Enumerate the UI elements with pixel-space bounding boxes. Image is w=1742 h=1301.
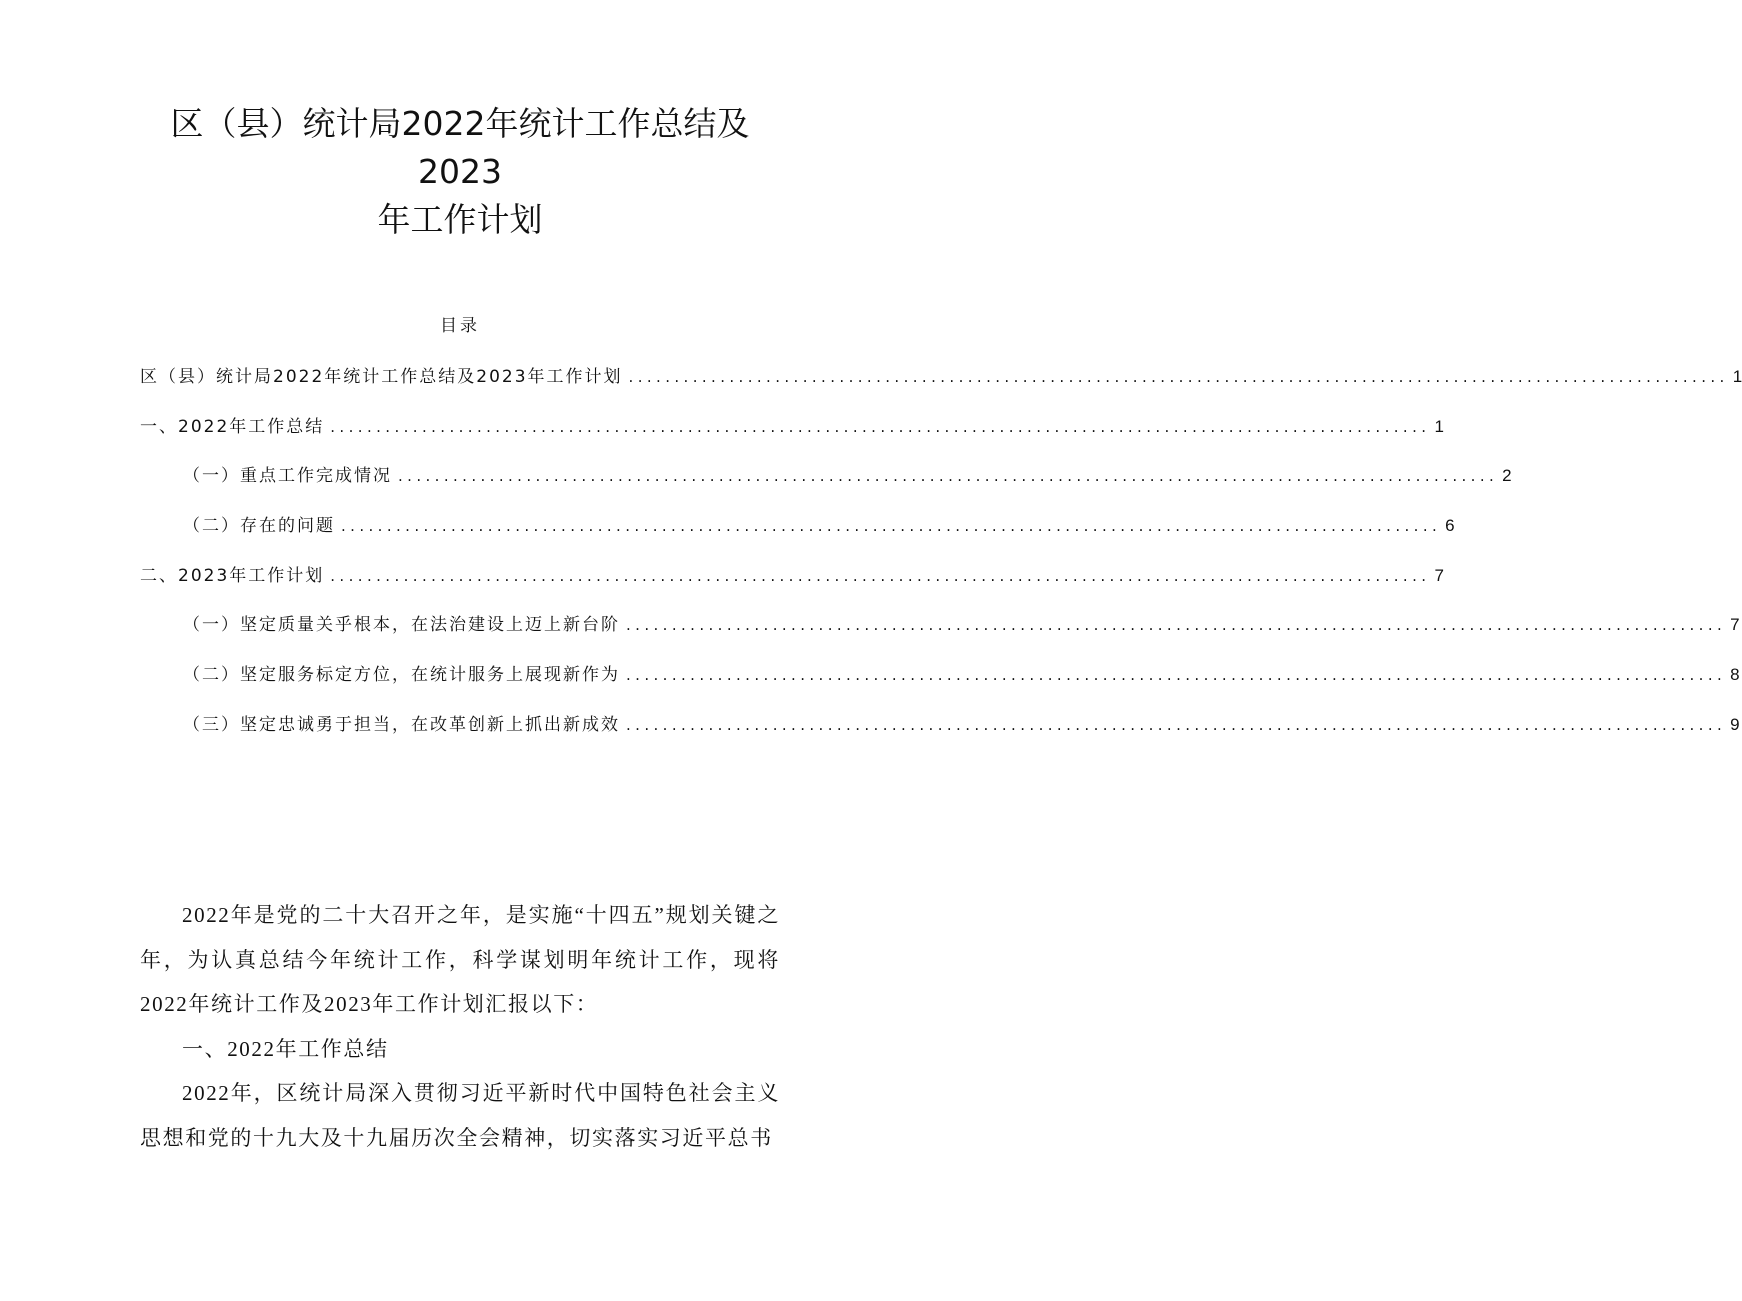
title-line-2: 2023 <box>418 152 502 191</box>
toc-entry[interactable] <box>140 660 1740 710</box>
toc-entry-text: 区（县）统计局2022年统计工作总结及2023年工作计划 <box>140 367 623 387</box>
document-body <box>140 893 780 1160</box>
toc-entry-text: （一）坚定质量关乎根本，在法治建设上迈上新台阶 <box>183 615 620 636</box>
section-heading: 一、2022年工作总结 <box>182 1036 389 1061</box>
toc-entry-page: 9 <box>1730 714 1740 734</box>
toc-entry-page: 1 <box>1732 367 1742 386</box>
toc-entry[interactable] <box>140 461 1512 511</box>
toc-entry-text: （三）坚定忠诚勇于担当，在改革创新上抓出新成效 <box>183 714 620 735</box>
toc-leader-dots: ........................................................................................................................ <box>341 517 1442 536</box>
body-paragraph: 2022年，区统计局深入贯彻习近平新时代中国特色社会主义思想和党的十九大及十九届历次全会精神，切实落实习近平总书 <box>140 1081 780 1150</box>
toc-entry-text: （一）重点工作完成情况 <box>183 466 392 487</box>
toc-leader-dots: ........................................................................................................................ <box>330 566 1431 585</box>
toc-leader-dots: ........................................................................................................................ <box>628 368 1729 386</box>
toc-entry-text: 一、2022年工作总结 <box>140 416 325 437</box>
toc-leader-dots: ........................................................................................................................ <box>626 666 1727 685</box>
toc-entry[interactable] <box>140 511 1455 561</box>
toc-leader-dots: ........................................................................................................................ <box>398 467 1499 486</box>
toc-entry[interactable] <box>140 412 1444 462</box>
document-title <box>0 100 920 244</box>
toc-entry-page: 1 <box>1434 416 1444 436</box>
toc-entry[interactable] <box>140 610 1740 660</box>
toc-entry-text: 二、2023年工作计划 <box>140 565 325 586</box>
title-line-1: 区（县）统计局2022年统计工作总结及 <box>170 104 750 143</box>
toc-leader-dots: ........................................................................................................................ <box>330 417 1431 436</box>
toc-heading: 目录 <box>440 316 480 336</box>
toc-entry-page: 6 <box>1445 516 1455 536</box>
toc-leader-dots: ........................................................................................................................ <box>626 715 1727 734</box>
toc-entry-page: 7 <box>1434 565 1444 585</box>
table-of-contents <box>140 362 1742 760</box>
toc-entry[interactable] <box>140 362 1742 412</box>
toc-entry-page: 2 <box>1502 466 1512 486</box>
toc-entry-page: 7 <box>1730 615 1740 635</box>
body-paragraph-intro: 2022年是党的二十大召开之年，是实施“十四五”规划关键之年，为认真总结今年统计工作，科学谋划明年统计工作，现将2022年统计工作及2023年工作计划汇报以下： <box>140 903 780 1016</box>
toc-entry[interactable] <box>140 561 1444 611</box>
toc-entry-page: 8 <box>1730 665 1740 685</box>
toc-entry-text: （二）存在的问题 <box>183 516 335 537</box>
toc-leader-dots: ........................................................................................................................ <box>626 616 1727 635</box>
title-line-3: 年工作计划 <box>377 200 543 239</box>
toc-entry-text: （二）坚定服务标定方位，在统计服务上展现新作为 <box>183 665 620 686</box>
toc-entry[interactable] <box>140 710 1740 760</box>
